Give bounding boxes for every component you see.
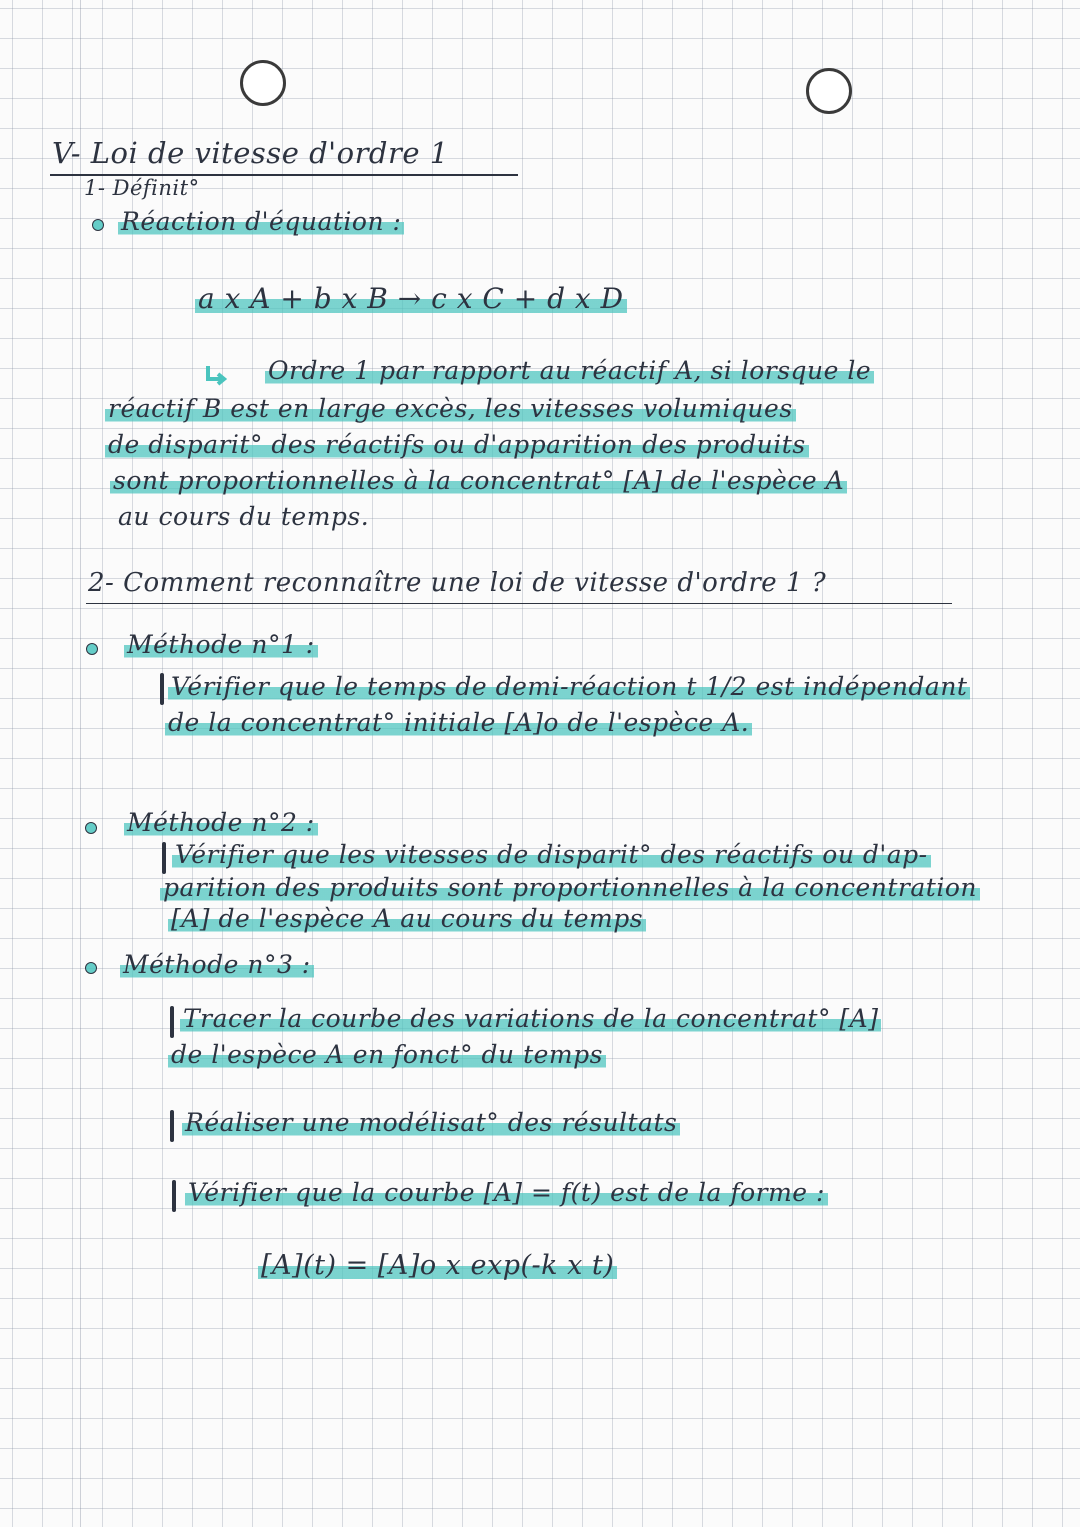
section-1-title: 1- Définit° bbox=[84, 176, 200, 200]
bullet-icon bbox=[85, 822, 97, 834]
reaction-equation: a x A + b x B → c x C + d x D bbox=[195, 282, 627, 315]
method-3-step3-bar bbox=[172, 1180, 176, 1212]
method-2-line-2: parition des produits sont proportionnelles à la concentration bbox=[160, 873, 980, 902]
method-1-line-2: de la concentrat° initiale [A]o de l'espèce A. bbox=[165, 708, 752, 737]
definition-line-2: réactif B est en large excès, les vitesses volumiques bbox=[105, 394, 796, 423]
method-3-bar bbox=[170, 1006, 174, 1038]
bullet-icon bbox=[92, 219, 104, 231]
method-3-step2-bar bbox=[170, 1110, 174, 1142]
method-3-label: Méthode n°3 : bbox=[120, 950, 314, 979]
binder-hole-right bbox=[806, 68, 852, 114]
definition-intro: Réaction d'équation : bbox=[118, 207, 404, 236]
definition-line-3: de disparit° des réactifs ou d'apparition des produits bbox=[105, 430, 809, 459]
bullet-icon bbox=[85, 962, 97, 974]
method-3-formula: [A](t) = [A]o x exp(-k x t) bbox=[258, 1250, 617, 1281]
method-2-bar bbox=[162, 842, 166, 874]
definition-line-5: au cours du temps. bbox=[118, 502, 370, 531]
page-margin-line bbox=[80, 0, 81, 1527]
method-1-bar bbox=[160, 673, 164, 705]
method-1-label: Méthode n°1 : bbox=[124, 630, 318, 659]
page-title: V- Loi de vitesse d'ordre 1 bbox=[52, 136, 449, 170]
bullet-icon bbox=[86, 643, 98, 655]
arrow-icon bbox=[205, 364, 227, 386]
method-2-line-3: [A] de l'espèce A au cours du temps bbox=[168, 904, 646, 933]
binder-hole-left bbox=[240, 60, 286, 106]
definition-line-4: sont proportionnelles à la concentrat° [A] de l'espèce A bbox=[110, 466, 847, 495]
section-2-underline bbox=[86, 603, 952, 604]
section-2-title: 2- Comment reconnaître une loi de vitesse d'ordre 1 ? bbox=[88, 568, 827, 598]
method-3-step2: Réaliser une modélisat° des résultats bbox=[182, 1108, 680, 1137]
method-2-line-1: Vérifier que les vitesses de disparit° des réactifs ou d'ap- bbox=[172, 840, 931, 869]
method-2-label: Méthode n°2 : bbox=[124, 808, 318, 837]
method-3-step3: Vérifier que la courbe [A] = f(t) est de la forme : bbox=[185, 1178, 828, 1207]
method-3-line-1: Tracer la courbe des variations de la concentrat° [A] bbox=[180, 1004, 881, 1033]
definition-line-1: Ordre 1 par rapport au réactif A, si lorsque le bbox=[265, 356, 874, 385]
method-1-line-1: Vérifier que le temps de demi-réaction t 1/2 est indépendant bbox=[168, 672, 970, 701]
method-3-line-2: de l'espèce A en fonct° du temps bbox=[168, 1040, 606, 1069]
